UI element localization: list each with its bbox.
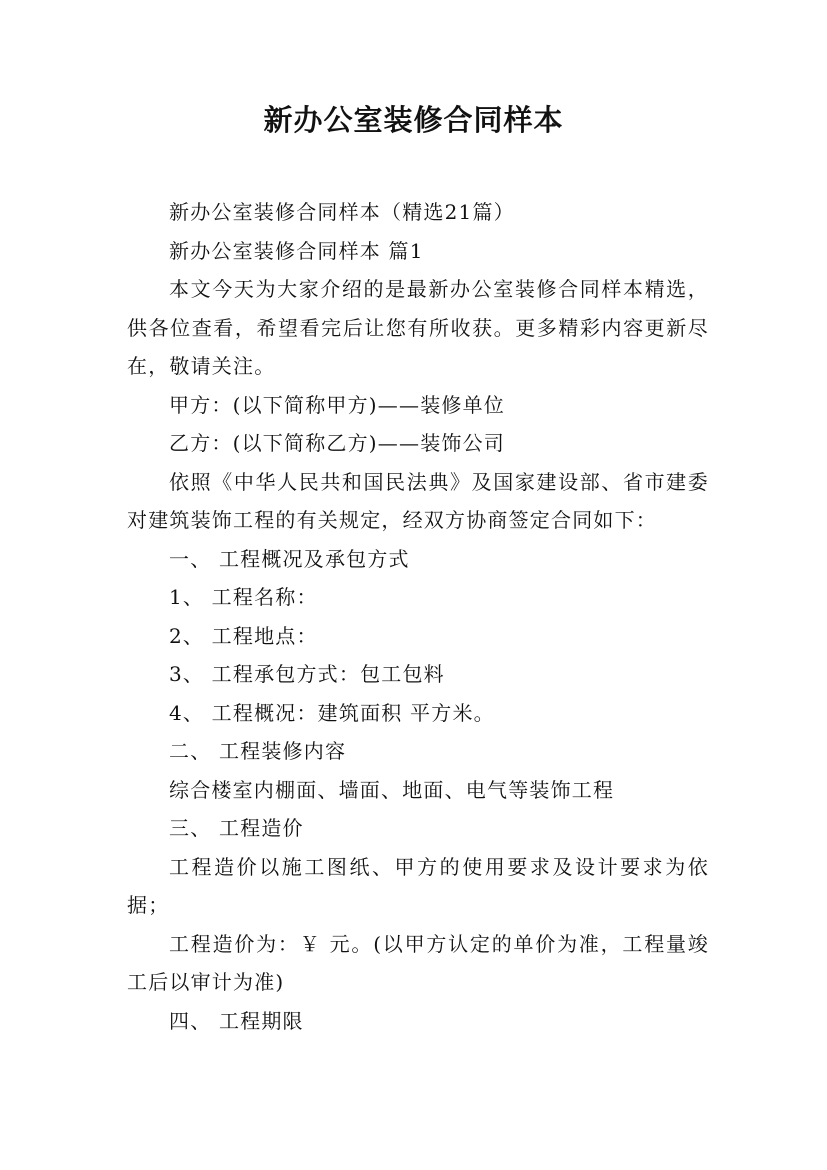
paragraph-clause-3-heading: 三、 工程造价 — [169, 816, 304, 840]
paragraph-clause-2-heading: 二、 工程装修内容 — [169, 739, 347, 763]
paragraph-basis: 依照《中华人民共和国民法典》及国家建设部、省市建委对建筑装饰工程的有关规定，经双方协商签定合同如下： — [127, 469, 709, 532]
document-body — [127, 193, 709, 1040]
paragraph-party-a: 甲方：(以下简称甲方)——装修单位 — [169, 392, 506, 417]
paragraph-project-overview: 4、 工程概况：建筑面积 平方米。 — [169, 700, 495, 725]
paragraph-clause-1-heading: 一、 工程概况及承包方式 — [169, 546, 410, 571]
paragraph-project-location: 2、 工程地点： — [169, 623, 318, 648]
paragraph-contract-mode: 3、 工程承包方式：包工包料 — [169, 662, 445, 686]
paragraph-intro: 本文今天为大家介绍的是最新办公室装修合同样本精选，供各位查看，希望看完后让您有所收获。更多精彩内容更新尽在，敬请关注。 — [127, 277, 709, 378]
paragraph-party-b: 乙方：(以下简称乙方)——装饰公司 — [169, 431, 506, 455]
document-title: 新办公室装修合同样本 — [263, 103, 564, 137]
paragraph-cost-basis: 工程造价以施工图纸、甲方的使用要求及设计要求为依据； — [127, 854, 709, 917]
paragraph-cost-amount: 工程造价为：￥ 元。(以甲方认定的单价为准，工程量竣工后以审计为准) — [127, 931, 709, 994]
paragraph-decoration-scope: 综合楼室内棚面、墙面、地面、电气等装饰工程 — [169, 777, 615, 802]
paragraph-clause-4-heading: 四、 工程期限 — [169, 1008, 304, 1033]
paragraph-subtitle: 新办公室装修合同样本（精选21篇） — [169, 200, 515, 224]
paragraph-section-heading: 新办公室装修合同样本 篇1 — [169, 238, 424, 263]
paragraph-project-name: 1、 工程名称： — [169, 585, 318, 609]
